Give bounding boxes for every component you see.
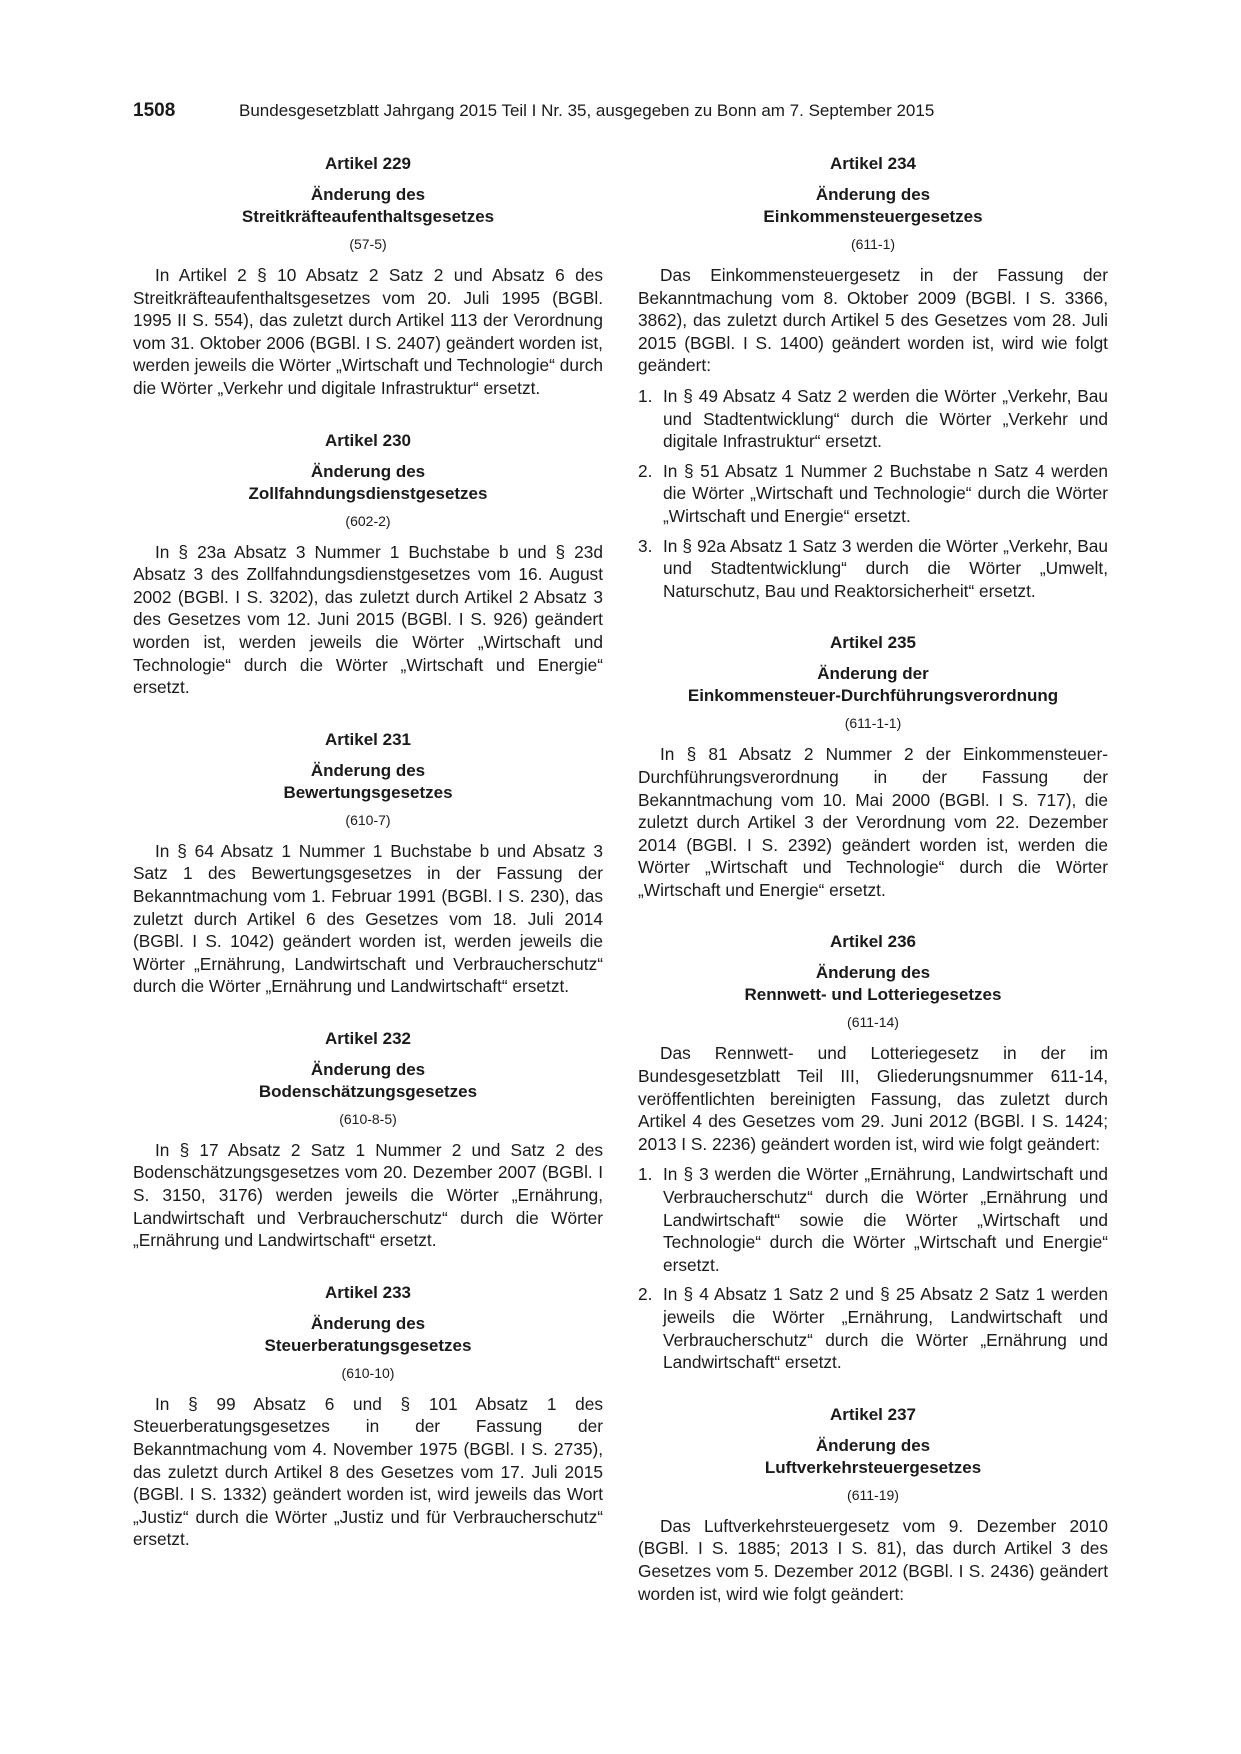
article-code: (611-19)	[847, 1486, 899, 1503]
article-code: (57-5)	[349, 236, 387, 252]
article-title: Artikel 231	[325, 729, 411, 749]
article-body: Das Einkommensteuergesetz in der Fassung der Bekanntmachung vom 8. Oktober 2009 (BGBl. I S. 3366, 3862), das zuletzt durch Artikel 5 des Gesetzes vom 28. Juli 2015 (BGBl. I S. 1400) geändert worden ist, wird wie folgt geändert:	[638, 265, 1108, 376]
article-code: (602-2)	[345, 512, 391, 529]
article-title: Artikel 236	[830, 932, 916, 952]
article-body: Das Luftverkehrsteuergesetz vom 9. Dezember 2010 (BGBl. I S. 1885; 2013 I S. 81), das durch Artikel 3 des Gesetzes vom 5. Dezember 2012 (BGBl. I S. 2436) geändert worden ist, wird wie folgt geändert:	[638, 1515, 1108, 1604]
list-item-text: In § 3 werden die Wörter „Ernährung, Landwirtschaft und Verbraucherschutz“ durch die Wörter „Ernährung und Landwirtschaft“ sowie die Wörter „Wirtschaft und Technologie“ durch die Wörter „Wirtschaft und Energie“ ersetzt.	[663, 1164, 1108, 1275]
list-item-text: In § 51 Absatz 1 Nummer 2 Buchstabe n Satz 4 werden die Wörter „Wirtschaft und Technologie“ durch die Wörter „Wirtschaft und Energie“ ersetzt.	[663, 460, 1108, 526]
article-body: In Artikel 2 § 10 Absatz 2 Satz 2 und Absatz 6 des Streitkräfteaufenthaltsgesetzes vom 20. Juli 1995 (BGBl. 1995 II S. 554), das zuletzt durch Artikel 113 der Verordnung vom 31. Oktober 2006 (BGBl. I S. 2407) geändert worden ist, werden jeweils die Wörter „Wirtschaft und Technologie“ durch die Wörter „Verkehr und digitale Infrastruktur“ ersetzt.	[133, 265, 603, 398]
article-law-name: Streitkräfteaufenthaltsgesetzes	[241, 207, 495, 226]
article-title: Artikel 237	[830, 1404, 916, 1424]
article-heading: Änderung des	[815, 963, 931, 983]
article-title: Artikel 230	[325, 430, 411, 450]
article-heading: Änderung des	[310, 461, 426, 481]
list-item-text: In § 49 Absatz 4 Satz 2 werden die Wörter „Verkehr, Bau und Stadtentwicklung“ durch die Wörter „Verkehr und digitale Infrastruktur“ ersetzt.	[663, 385, 1108, 452]
article-law-name: Steuerberatungsgesetzes	[264, 1335, 472, 1355]
list-item-number: 1.	[638, 1164, 653, 1185]
article-code: (610-10)	[341, 1364, 395, 1381]
article-code: (611-14)	[847, 1014, 899, 1031]
article-heading: Änderung des	[310, 760, 426, 780]
right-column	[638, 153, 1108, 1635]
article-code: (610-7)	[345, 811, 391, 828]
gazette-header-title: Bundesgesetzblatt Jahrgang 2015 Teil I Nr. 35, ausgegeben zu Bonn am 7. September 2015	[239, 101, 935, 120]
article-code: (610-8-5)	[339, 1110, 397, 1127]
article-law-name: Einkommensteuer-Durchführungsverordnung	[687, 686, 1059, 706]
list-item	[638, 385, 1108, 453]
article-title: Artikel 229	[325, 154, 411, 173]
article-heading: Änderung des	[310, 1313, 426, 1333]
article-heading: Änderung des	[815, 1435, 931, 1455]
article-title: Artikel 233	[325, 1282, 411, 1302]
left-column	[133, 153, 603, 1581]
article-body: In § 23a Absatz 3 Nummer 1 Buchstabe b und § 23d Absatz 3 des Zollfahndungsdienstgesetzes vom 16. August 2002 (BGBl. I S. 3202), das zuletzt durch Artikel 2 Absatz 3 des Gesetzes vom 12. Juni 2015 (BGBl. I S. 926) geändert worden ist, werden jeweils die Wörter „Wirtschaft und Technologie“ durch die Wörter „Wirtschaft und Energie“ ersetzt.	[133, 541, 603, 698]
article-body: In § 81 Absatz 2 Nummer 2 der Einkommensteuer-Durchführungsverordnung in der Fassung der Bekanntmachung vom 10. Mai 2000 (BGBl. I S. 717), die zuletzt durch Artikel 3 der Verordnung vom 22. Dezember 2014 (BGBl. I S. 2392) geändert worden ist, werden die Wörter „Wirtschaft und Technologie“ durch die Wörter „Wirtschaft und Energie“ ersetzt.	[638, 744, 1108, 900]
amendment-list	[638, 385, 1108, 602]
list-item-text: In § 92a Absatz 1 Satz 3 werden die Wörter „Verkehr, Bau und Stadtentwicklung“ durch die Wörter „Umwelt, Naturschutz, Bau und Reaktorsicherheit“ ersetzt.	[663, 535, 1108, 601]
list-item	[638, 535, 1108, 603]
list-item	[638, 1163, 1108, 1276]
article-233	[133, 1282, 603, 1551]
article-230	[133, 430, 603, 699]
list-item	[638, 460, 1108, 528]
article-law-name: Zollfahndungsdienstgesetzes	[248, 483, 488, 503]
article-code: (611-1)	[850, 236, 896, 252]
article-law-name: Einkommensteuergesetzes	[763, 207, 983, 226]
article-236	[638, 931, 1108, 1373]
list-item-number: 3.	[638, 535, 653, 556]
article-law-name: Bodenschätzungsgesetzes	[258, 1081, 478, 1101]
list-item	[638, 1283, 1108, 1373]
article-229	[133, 153, 603, 400]
page-header	[133, 100, 1013, 126]
list-item-number: 2.	[638, 460, 653, 481]
article-235	[638, 632, 1108, 901]
article-title: Artikel 235	[830, 633, 916, 653]
article-232	[133, 1028, 603, 1252]
article-231	[133, 729, 603, 998]
article-law-name: Rennwett- und Lotteriegesetzes	[744, 985, 1002, 1005]
list-item-number: 2.	[638, 1284, 653, 1305]
article-heading: Änderung des	[310, 185, 426, 204]
list-item-number: 1.	[638, 385, 653, 406]
article-body: In § 17 Absatz 2 Satz 1 Nummer 2 und Satz 2 des Bodenschätzungsgesetzes vom 20. Dezember 2007 (BGBl. I S. 3150, 3176) werden jeweils die Wörter „Ernährung, Landwirtschaft und Verbraucherschutz“ durch die Wörter „Ernährung und Landwirtschaft“ ersetzt.	[133, 1139, 603, 1251]
article-law-name: Luftverkehrsteuergesetzes	[764, 1457, 982, 1477]
list-item-text: In § 4 Absatz 1 Satz 2 und § 25 Absatz 2 Satz 1 werden jeweils die Wörter „Ernährung, Landwirtschaft und Verbraucherschutz“ durch die Wörter „Ernährung und Landwirtschaft“ ersetzt.	[663, 1284, 1108, 1373]
article-body: Das Rennwett- und Lotteriegesetz in der im Bundesgesetzblatt Teil III, Gliederungsnummer 611-14, veröffentlichten bereinigten Fassung, das zuletzt durch Artikel 4 des Gesetzes vom 29. Juni 2012 (BGBl. I S. 1424; 2013 I S. 2236) geändert worden ist, wird wie folgt geändert:	[638, 1043, 1108, 1154]
page-number: 1508	[133, 100, 176, 121]
amendment-list	[638, 1163, 1108, 1373]
article-heading: Änderung des	[310, 1059, 426, 1079]
article-code: (611-1-1)	[844, 715, 902, 732]
article-law-name: Bewertungsgesetzes	[283, 782, 453, 802]
article-body: In § 64 Absatz 1 Nummer 1 Buchstabe b und Absatz 3 Satz 1 des Bewertungsgesetzes in der Fassung der Bekanntmachung vom 1. Februar 1991 (BGBl. I S. 230), das zuletzt durch Artikel 6 des Gesetzes vom 18. Juli 2014 (BGBl. I S. 1042) geändert worden ist, werden jeweils die Wörter „Ernährung, Landwirtschaft und Verbraucherschutz“ durch die Wörter „Ernährung und Landwirtschaft“ ersetzt.	[133, 840, 603, 997]
article-heading: Änderung des	[815, 185, 931, 204]
article-body: In § 99 Absatz 6 und § 101 Absatz 1 des Steuerberatungsgesetzes in der Fassung der Bekanntmachung vom 4. November 1975 (BGBl. I S. 2735), das zuletzt durch Artikel 8 des Gesetzes vom 17. Juli 2015 (BGBl. I S. 1332) geändert worden ist, wird jeweils das Wort „Justiz“ durch die Wörter „Justiz und für Verbraucherschutz“ ersetzt.	[133, 1393, 603, 1550]
article-title: Artikel 234	[830, 154, 916, 173]
article-title: Artikel 232	[325, 1028, 411, 1048]
article-234	[638, 153, 1108, 602]
article-237	[638, 1404, 1108, 1605]
article-heading: Änderung der	[817, 664, 929, 684]
